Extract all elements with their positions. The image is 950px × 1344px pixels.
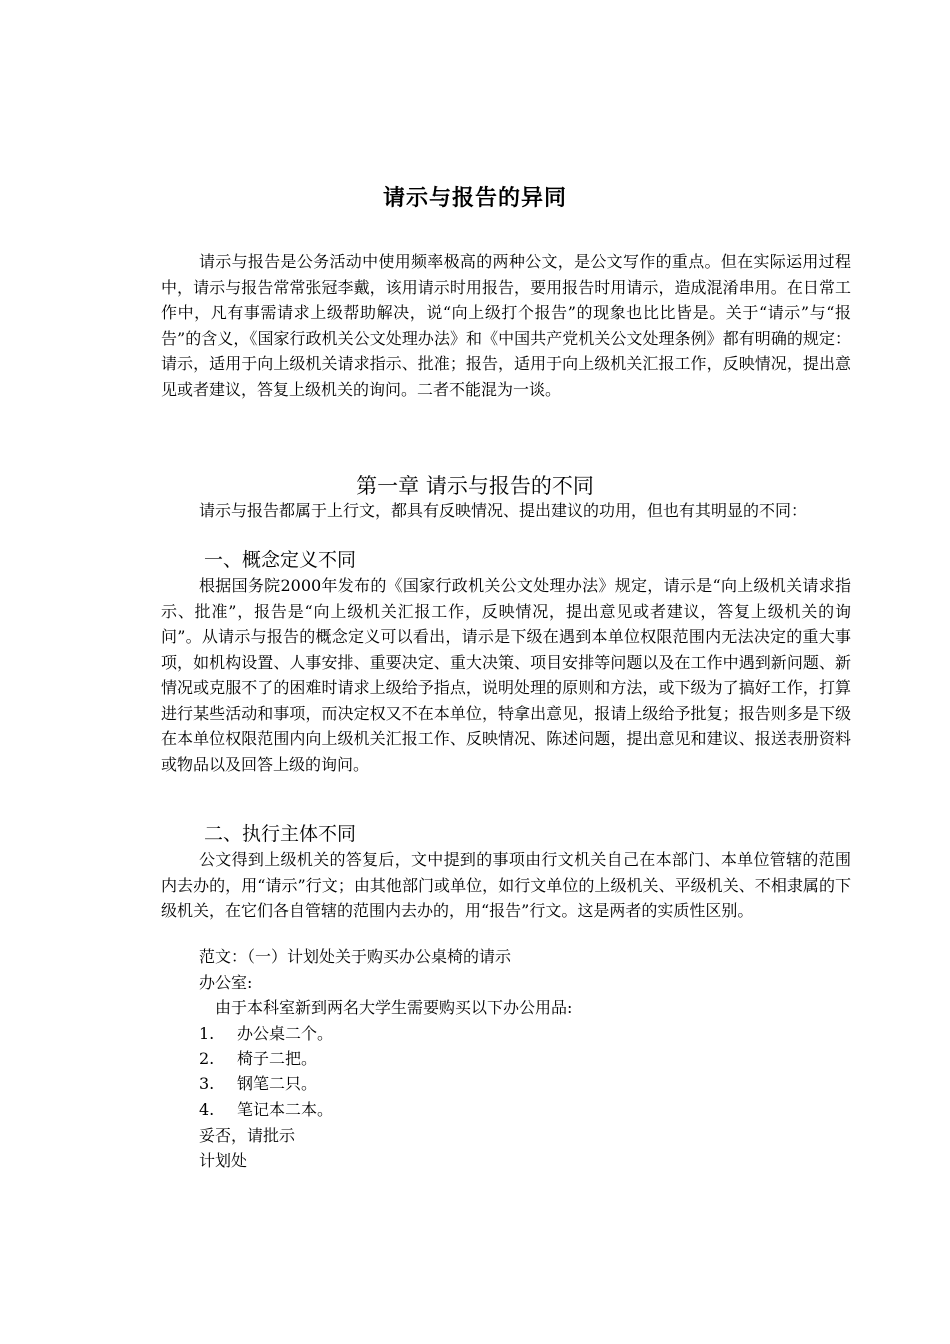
- example-label: 范文：（一）计划处关于购买办公桌椅的请示: [199, 947, 512, 966]
- example-salutation: 办公室:: [199, 973, 253, 992]
- chapter-lead-paragraph: 请示与报告都属于上行文，都具有反映情况、提出建议的功用，但也有其明显的不同：: [199, 501, 808, 520]
- example-reason: 由于本科室新到两名大学生需要购买以下办公用品:: [215, 998, 573, 1017]
- list-item-text: 钢笔二只。: [237, 1074, 318, 1093]
- example-list-item: [199, 1071, 317, 1096]
- example-signature: 计划处: [199, 1151, 248, 1170]
- section-executor-paragraph: 公文得到上级机关的答复后，文中提到的事项由行文机关自己在本部门、本单位管辖的范围内去办的，用“请示”行文；由其他部门或单位，如行文单位的上级机关、平级机关、不相隶属的下级机关，在它们各自管辖的范围内去办的，用“报告”行文。这是两者的实质性区别。: [161, 850, 851, 920]
- section-heading-concept: 一、概念定义不同: [204, 549, 357, 571]
- document-title: 请示与报告的异同: [382, 186, 567, 211]
- section-heading-executor: 二、执行主体不同: [204, 823, 357, 845]
- section-concept-paragraph: 根据国务院2000年发布的《国家行政机关公文处理办法》规定，请示是“向上级机关请求指示、批准”，报告是“向上级机关汇报工作，反映情况，提出意见或者建议，答复上级机关的询问”。从请示与报告的概念定义可以看出，请示是下级在遇到本单位权限范围内无法决定的重大事项，如机构设置、人事安排、重要决定、重大决策、项目安排等问题以及在工作中遇到新问题、新情况或克服不了的困难时请求上级给予指点，说明处理的原则和方法，或下级为了搞好工作，打算进行某些活动和事项，而决定权又不在本单位，特拿出意见，报请上级给予批复；报告则多是下级在本单位权限范围内向上级机关汇报工作、反映情况、陈述问题，提出意见和建议、报送表册资料或物品以及回答上级的询问。: [161, 576, 851, 774]
- list-item-number: 3.: [199, 1074, 215, 1093]
- list-item-number: 4.: [199, 1100, 215, 1119]
- list-item-number: 1.: [199, 1024, 215, 1043]
- intro-paragraph: 请示与报告是公务活动中使用频率极高的两种公文，是公文写作的重点。但在实际运用过程中，请示与报告常常张冠李戴，该用请示时用报告，要用报告时用请示，造成混淆串用。在日常工作中，凡有事需请求上级帮助解决，说“向上级打个报告”的现象也比比皆是。关于“请示”与“报告”的含义，《国家行政机关公文处理办法》和《中国共产党机关公文处理条例》都有明确的规定：请示，适用于向上级机关请求指示、批准；报告，适用于向上级机关汇报工作，反映情况，提出意见或者建议，答复上级机关的询问。二者不能混为一谈。: [161, 252, 851, 399]
- list-item-text: 椅子二把。: [237, 1049, 318, 1068]
- example-list-item: [199, 1097, 333, 1122]
- list-item-number: 2.: [199, 1049, 215, 1068]
- list-item-text: 笔记本二本。: [237, 1100, 334, 1119]
- example-closing: 妥否，请批示: [199, 1126, 296, 1145]
- list-item-text: 办公桌二个。: [237, 1024, 334, 1043]
- example-list-item: [199, 1021, 333, 1046]
- chapter-heading: 第一章 请示与报告的不同: [356, 474, 594, 498]
- example-list-item: [199, 1046, 317, 1071]
